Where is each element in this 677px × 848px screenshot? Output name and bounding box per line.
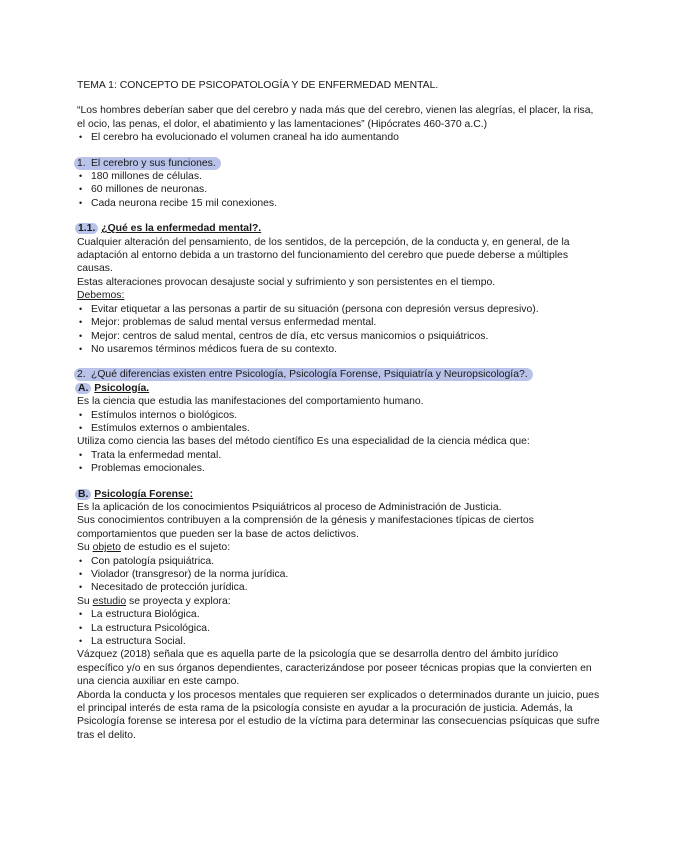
objeto-line <box>77 541 602 554</box>
list-item: • La estructura Social. <box>77 635 602 648</box>
section-a-heading <box>77 382 602 395</box>
list-item: • La estructura Biológica. <box>77 608 602 621</box>
estudio-prefix: Su <box>77 595 93 607</box>
section-a-letter: A. <box>75 383 91 394</box>
section-1-1-number: 1.1. <box>75 223 98 234</box>
list-item: • 60 millones de neuronas. <box>77 183 602 196</box>
section-1-1-paragraph-2: Estas alteraciones provocan desajuste social y sufrimiento y son persistentes en el tiempo. <box>77 276 496 288</box>
list-item: • Necesitado de protección jurídica. <box>77 581 602 594</box>
section-a-title: Psicología. <box>94 382 150 394</box>
section-2-highlight <box>74 368 533 381</box>
section-2-title: ¿Qué diferencias existen entre Psicología, Psicología Forense, Psiquiatría y Neuropsicología?. <box>91 369 528 381</box>
hippocrates-quote: “Los hombres deberían saber que del cerebro y nada más que del cerebro, vienen las alegrías, el placer, la risa, el ocio, las penas, el dolor, el abatimiento y las lamentaciones” (Hipócrates 460-370 a.C.) <box>77 105 594 130</box>
list-item: • Mejor: centros de salud mental, centros de día, etc versus manicomios o psiquiátricos. <box>77 330 602 343</box>
estudio-line <box>77 595 602 608</box>
document-page <box>77 79 602 742</box>
list-item: • Con patología psiquiátrica. <box>77 555 602 568</box>
section-2-heading <box>77 368 602 381</box>
section-1-title: El cerebro y sus funciones. <box>91 157 216 169</box>
list-item: • Mejor: problemas de salud mental versus enfermedad mental. <box>77 316 602 329</box>
section-1-heading <box>77 157 602 170</box>
section-b-letter: B. <box>75 489 91 500</box>
list-item: • Estímulos externos o ambientales. <box>77 422 602 435</box>
section-1-number: 1. <box>77 157 86 169</box>
section-b-paragraph-2: Sus conocimientos contribuyen a la comprensión de la génesis y manifestaciones típicas de ciertos comportamientos que pueden ser la base de actos delictivos. <box>77 515 534 540</box>
list-item: • Cada neurona recibe 15 mil conexiones. <box>77 197 602 210</box>
objeto-prefix: Su <box>77 542 93 554</box>
section-b-paragraph-4: Aborda la conducta y los procesos mentales que requieren ser explicados o determinados durante un juicio, pues el principal interés de esta rama de la psicología consiste en ayudar a la procuración de justicia. Además, la Psicología forense se interesa por el estudio de la víctima para determinar las consecuencias psíquicas que sufre tras el delito. <box>77 689 600 741</box>
list-item: • Evitar etiquetar a las personas a partir de su situación (persona con depresión versus depresivo). <box>77 303 602 316</box>
section-b-paragraph-3: Vázquez (2018) señala que es aquella parte de la psicología que se desarrolla dentro del ámbito jurídico específico y/o en sus órganos dependientes, caracterizándose por poseer técnicas propias que la convierten en una ciencia auxiliar en este campo. <box>77 649 592 688</box>
section-2-number: 2. <box>77 369 86 381</box>
section-1-1-heading <box>77 222 602 235</box>
section-a-paragraph-1: Es la ciencia que estudia las manifestaciones del comportamiento humano. <box>77 396 424 408</box>
section-a-paragraph-2: Utiliza como ciencia las bases del método científico Es una especialidad de la ciencia médica que: <box>77 436 530 448</box>
quote-bullet: • El cerebro ha evolucionado el volumen craneal ha ido aumentando <box>77 131 602 144</box>
list-item: • 180 millones de células. <box>77 170 602 183</box>
list-item: • Trata la enfermedad mental. <box>77 449 602 462</box>
estudio-suffix: se proyecta y explora: <box>126 595 231 607</box>
objeto-suffix: de estudio es el sujeto: <box>120 542 231 554</box>
section-b-paragraph-1: Es la aplicación de los conocimientos Psiquiátricos al proceso de Administración de Justicia. <box>77 501 502 513</box>
estudio-word: estudio <box>92 595 127 607</box>
list-item: • Estímulos internos o biológicos. <box>77 409 602 422</box>
list-item: • No usaremos términos médicos fuera de su contexto. <box>77 343 602 356</box>
list-item: • Violador (transgresor) de la norma jurídica. <box>77 568 602 581</box>
section-1-1-title: ¿Qué es la enfermedad mental?. <box>101 223 262 235</box>
list-item: • Problemas emocionales. <box>77 462 602 475</box>
section-b-title: Psicología Forense: <box>94 488 194 500</box>
section-1-1-paragraph-1: Cualquier alteración del pensamiento, de los sentidos, de la percepción, de la conducta y, en general, de la adaptación al entorno debida a un trastorno del funcionamiento del cerebro que puede deberse a múltiples causas. <box>77 236 570 275</box>
section-b-heading <box>77 488 602 501</box>
document-title: TEMA 1: CONCEPTO DE PSICOPATOLOGÍA Y DE ENFERMEDAD MENTAL. <box>77 80 439 91</box>
debemos-label: Debemos: <box>77 290 125 302</box>
objeto-word: objeto <box>92 542 121 554</box>
list-item: • La estructura Psicológica. <box>77 622 602 635</box>
section-1-highlight <box>74 157 221 170</box>
